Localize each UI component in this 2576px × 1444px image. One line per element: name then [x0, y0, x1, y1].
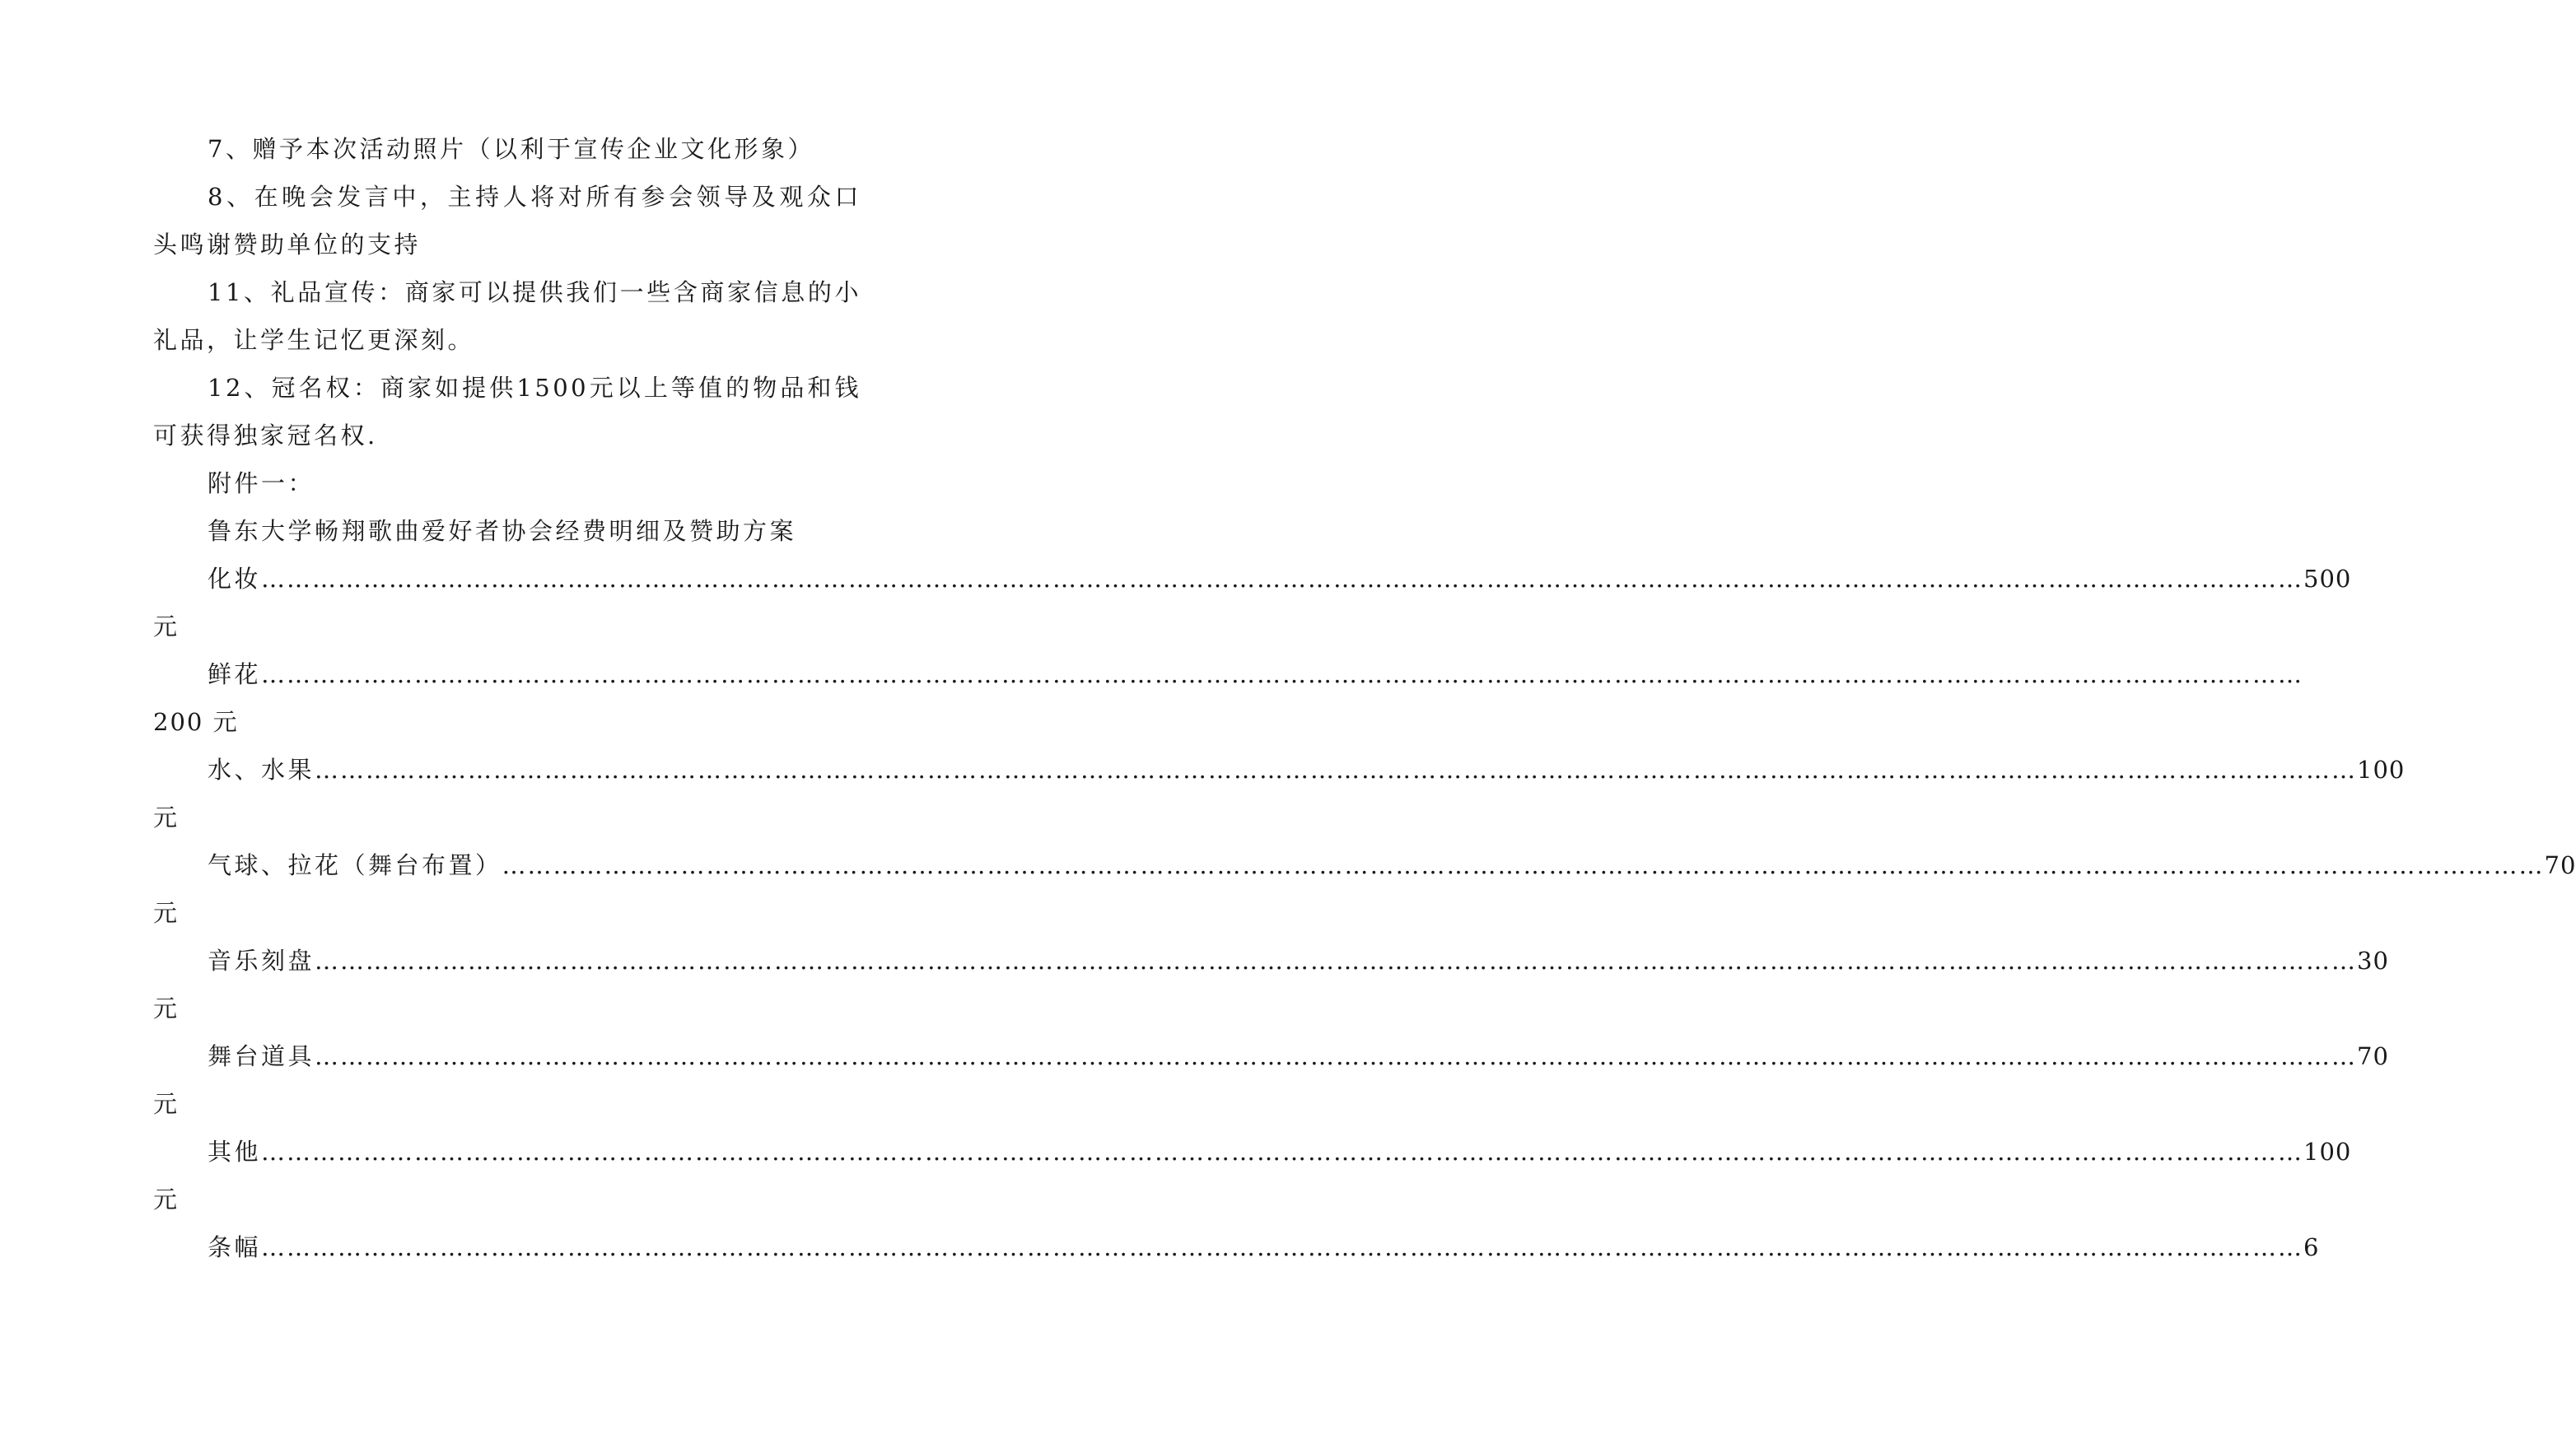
expense-item-amount-wrap: 元 — [153, 613, 180, 640]
expense-item — [153, 746, 2406, 841]
expense-item-amount-wrap: 元 — [153, 804, 180, 831]
expense-item — [153, 555, 2352, 650]
expense-item-label: 舞台道具 — [208, 1042, 315, 1070]
expense-item-line — [153, 746, 2406, 794]
expense-item-amount: 100 — [2357, 756, 2406, 784]
expense-item-line — [153, 650, 2304, 698]
expense-item-label: 鲜花 — [208, 660, 262, 688]
expense-item-amount-wrap: 200 元 — [153, 708, 239, 736]
expense-item-amount: 70 — [2357, 1042, 2389, 1070]
paragraph-gift-promotion: 11、礼品宣传：商家可以提供我们一些含商家信息的小礼品，让学生记忆更深刻。 — [153, 278, 861, 354]
expense-item-amount: 6 — [2303, 1233, 2320, 1261]
leader-dots: …………………………………………………………………………………………………………………………………………………………………………………………………………………… — [261, 1233, 2304, 1261]
expense-item — [153, 841, 2576, 937]
attachment-title: 鲁东大学畅翔歌曲爱好者协会经费明细及赞助方案 — [208, 517, 797, 545]
expense-item-line — [153, 1128, 2352, 1176]
expense-item-label: 水、水果 — [208, 756, 315, 784]
expense-item-amount-wrap: 元 — [153, 1185, 180, 1213]
leader-dots: …………………………………………………………………………………………………………………………………………………………………………………………………………………… — [315, 756, 2358, 784]
expense-item-line — [153, 841, 2576, 889]
expense-item-label: 条幅 — [208, 1233, 262, 1261]
expense-item-amount: 100 — [2303, 1138, 2352, 1166]
expense-item — [153, 650, 2304, 746]
expense-list — [153, 555, 2576, 1271]
expense-item-label: 音乐刻盘 — [208, 947, 315, 975]
expense-item-amount-wrap: 元 — [153, 1090, 180, 1118]
expense-item-label: 化妆 — [208, 565, 262, 593]
expense-item — [153, 1032, 2389, 1128]
leader-dots: …………………………………………………………………………………………………………………………………………………………………………………………………………………… — [261, 1138, 2304, 1166]
expense-item — [153, 1223, 2320, 1271]
expense-item-line — [153, 1223, 2320, 1271]
expense-item-line — [153, 937, 2389, 985]
paragraph-host-thanks: 8、在晚会发言中，主持人将对所有参会领导及观众口头鸣谢赞助单位的支持 — [153, 183, 861, 259]
expense-item-amount: 500 — [2303, 565, 2352, 593]
leader-dots: …………………………………………………………………………………………………………………………………………………………………………………………………………………… — [315, 947, 2358, 975]
expense-item — [153, 937, 2389, 1032]
expense-item — [153, 1128, 2352, 1223]
expense-item-line — [153, 555, 2352, 603]
leader-dots: …………………………………………………………………………………………………………………………………………………………………………………………………………………… — [261, 660, 2304, 688]
leader-dots: …………………………………………………………………………………………………………………………………………………………………………………………………………………… — [315, 1042, 2358, 1070]
leader-dots: …………………………………………………………………………………………………………………………………………………………………………………………………………………… — [502, 851, 2545, 879]
expense-item-label: 气球、拉花（舞台布置） — [208, 851, 502, 879]
leader-dots: …………………………………………………………………………………………………………………………………………………………………………………………………………………… — [261, 565, 2304, 593]
expense-item-line — [153, 1032, 2389, 1080]
expense-item-label: 其他 — [208, 1138, 262, 1166]
document-body — [153, 125, 2576, 1271]
expense-item-amount: 70 — [2544, 851, 2576, 879]
expense-item-amount: 30 — [2357, 947, 2389, 975]
paragraph-naming-rights: 12、冠名权：商家如提供1500元以上等值的物品和钱可获得独家冠名权. — [153, 374, 861, 450]
expense-item-amount-wrap: 元 — [153, 994, 180, 1022]
expense-item-amount-wrap: 元 — [153, 899, 180, 927]
paragraph-photos: 7、赠予本次活动照片（以利于宣传企业文化形象） — [208, 135, 814, 163]
attachment-label: 附件一： — [208, 469, 315, 497]
